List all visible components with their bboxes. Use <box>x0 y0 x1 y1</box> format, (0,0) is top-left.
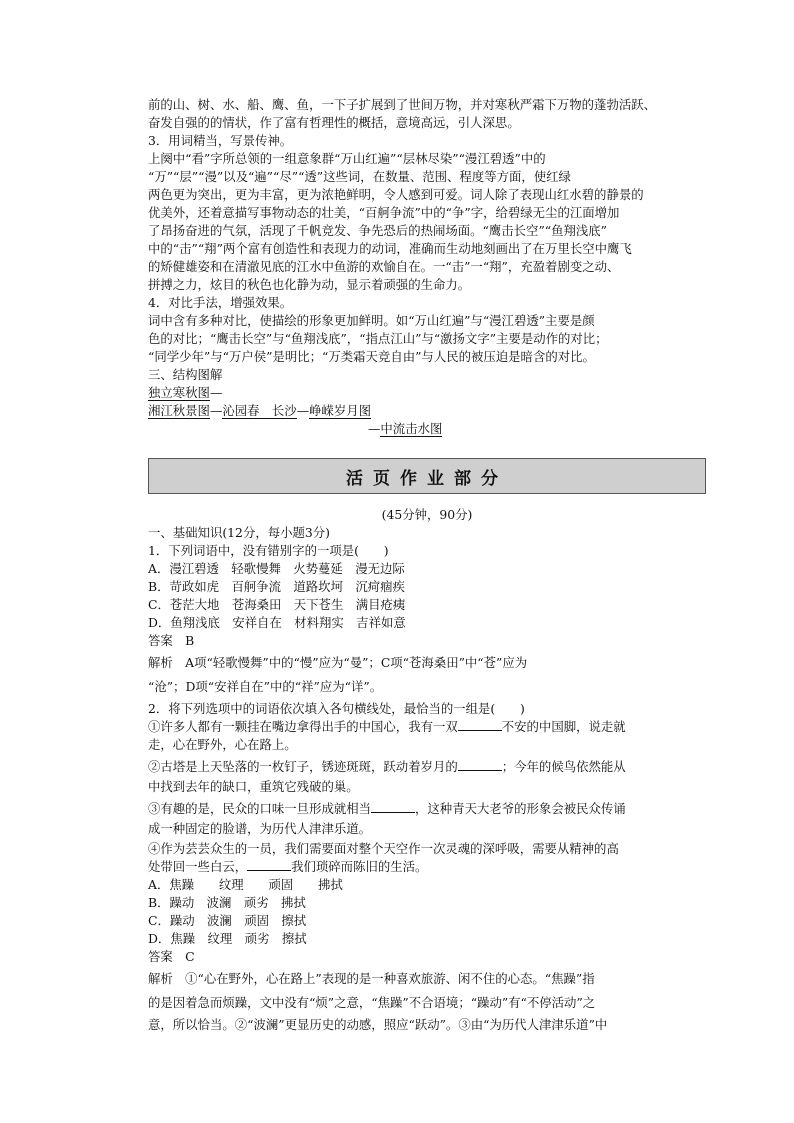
sentence-4-cont: 处带回一些白云， 我们琐碎而陈旧的生活。 <box>148 859 428 874</box>
option-d: D．鱼翔浅底 安祥自在 材料翔实 吉祥如意 <box>148 615 406 630</box>
diagram-connector: — <box>209 385 223 400</box>
option-a: A．漫江碧透 轻歌慢舞 火势蔓延 漫无边际 <box>148 561 405 576</box>
section-banner <box>148 458 706 494</box>
text-line: “同学少年”与“万户侯”是明比；“万类霜天竞自由”与人民的被压迫是暗含的对比。 <box>148 349 595 364</box>
fill-blank <box>247 858 291 871</box>
text-line: “万”“层”“漫”以及“遍”“尽”“透”这些词，在数量、范围、程度等方面，使红绿 <box>148 169 571 184</box>
text-line: 了昂扬奋进的气氛，活现了千帆竞发、争先恐后的热闹场面。“鹰击长空”“鱼翔浅底” <box>148 223 608 238</box>
fill-blank <box>371 800 415 813</box>
sentence-4: ④作为芸芸众生的一员，我们需要面对整个天空作一次灵魂的深呼吸，需要从精神的高 <box>148 841 619 856</box>
explanation-line: “沧”；D项“安祥自在”中的“祥”应为“详”。 <box>148 679 383 694</box>
question-stem: 2．将下列选项中的词语依次填入各句横线处，最恰当的一组是( ) <box>148 701 525 716</box>
text-line: 优美外，还着意描写事物动态的壮美，“百舸争流”中的“争”字，给碧绿无尘的江面增加 <box>148 205 620 220</box>
text-line: 奋发自强的的情状，作了富有哲理性的概括，意境高远，引人深思。 <box>148 115 520 130</box>
text-line: 词中含有多种对比，使描绘的形象更加鲜明。如“万山红遍”与“漫江碧透”主要是颜 <box>148 313 595 328</box>
diagram-node: 中流击水图 <box>380 421 443 436</box>
question-stem: 1．下列词语中，没有错别字的一项是( ) <box>148 543 389 558</box>
section-heading-4: 4．对比手法，增强效果。 <box>148 295 293 310</box>
sentence-3: ③有趣的是，民众的口味一旦形成就相当 ，这种青天大老爷的形象会被民众传诵 <box>148 801 626 816</box>
diagram-node: 沁园春 长沙 <box>222 403 297 418</box>
sentence-2: ②古塔是上天坠落的一枚钉子，锈迹斑斑，跃动着岁月的 ；今年的候鸟依然能从 <box>148 759 626 774</box>
fill-blank <box>458 718 502 731</box>
option-b: B．苛政如虎 百舸争流 道路坎坷 沉疴痼疾 <box>148 579 405 594</box>
sentence-1: ①许多人都有一颗挂在嘴边拿得出手的中国心，我有一双 不安的中国脚，说走就 <box>148 719 626 734</box>
option-c: C．躁动 波澜 顽固 擦拭 <box>148 913 307 928</box>
diagram-node: 独立寒秋图 <box>148 385 210 400</box>
explanation-line: 意，所以恰当。②“波澜”更显历史的动感，照应“跃动”。③由“为历代人津津乐道”中 <box>148 1017 608 1032</box>
structure-diagram-row-2 <box>148 402 674 420</box>
explanation-line: 解析 A项“轻歌慢舞”中的“慢”应为“曼”；C项“苍海桑田”中“苍”应为 <box>148 655 528 670</box>
diagram-connector: — <box>368 421 381 436</box>
text-line: 前的山、树、水、船、鹰、鱼，一下子扩展到了世间万物，并对寒秋严霜下万物的蓬勃活跃、 <box>148 97 657 112</box>
explanation-line: 的是因着急而烦躁，文中没有“烦”之意，“焦躁”不合语境；“躁动”有“不停活动”之 <box>148 995 596 1010</box>
diagram-connector: — <box>296 403 310 418</box>
answer: 答案 B <box>148 633 195 648</box>
section-heading: 一、基础知识(12分，每小题3分) <box>148 525 331 540</box>
text-line: 成一种固定的脸谱，为历代人津津乐道。 <box>148 821 372 836</box>
text-line: 的矫健雄姿和在清澈见底的江水中鱼游的欢愉自在。一“击”一“翔”，充盈着剧变之动、 <box>148 259 620 274</box>
diagram-node: 湘江秋景图 <box>148 403 210 418</box>
structure-heading: 三、结构图解 <box>148 367 223 382</box>
structure-diagram-row-3 <box>368 420 568 438</box>
structure-diagram-row-1 <box>148 384 674 402</box>
fill-blank <box>458 758 502 771</box>
section-heading-3: 3．用词精当，写景传神。 <box>148 133 293 148</box>
option-d: D．焦躁 纹理 顽劣 擦拭 <box>148 931 307 946</box>
banner-title: 活页作业部分 <box>346 468 508 489</box>
diagram-connector: — <box>209 403 223 418</box>
text-line: 中的“击”“翔”两个富有创造性和表现力的动词，准确而生动地刻画出了在万里长空中鹰飞 <box>148 241 632 256</box>
text-line: 上阕中“看”字所总领的一组意象群“万山红遍”“层林尽染”“漫江碧透”中的 <box>148 151 546 166</box>
diagram-node: 峥嵘岁月图 <box>309 403 372 418</box>
text-line: 拼搏之力，炫目的秋色也化静为动，显示着顽强的生命力。 <box>148 277 471 292</box>
answer: 答案 C <box>148 949 195 964</box>
text-line: 色的对比；“鹰击长空”与“鱼翔浅底”，“指点江山”与“激扬文字”主要是动作的对比； <box>148 331 608 346</box>
option-c: C．苍茫大地 苍海桑田 天下苍生 满目疮痍 <box>148 597 406 612</box>
option-b: B．躁动 波澜 顽劣 拂拭 <box>148 895 306 910</box>
time-info: (45分钟，90分) <box>381 507 473 522</box>
text-line: 中找到去年的缺口，重筑它残破的巢。 <box>148 779 359 794</box>
text-line: 两色更为突出，更为丰富，更为浓艳鲜明，令人感到可爱。词人除了表现山红水碧的静景的 <box>148 187 644 202</box>
text-line: 走，心在野外，心在路上。 <box>148 737 297 752</box>
option-a: A．焦躁 纹理 顽固 拂拭 <box>148 877 343 892</box>
explanation-line: 解析 ①“心在野外，心在路上”表现的是一种喜欢旅游、闲不住的心态。“焦躁”指 <box>148 971 595 986</box>
